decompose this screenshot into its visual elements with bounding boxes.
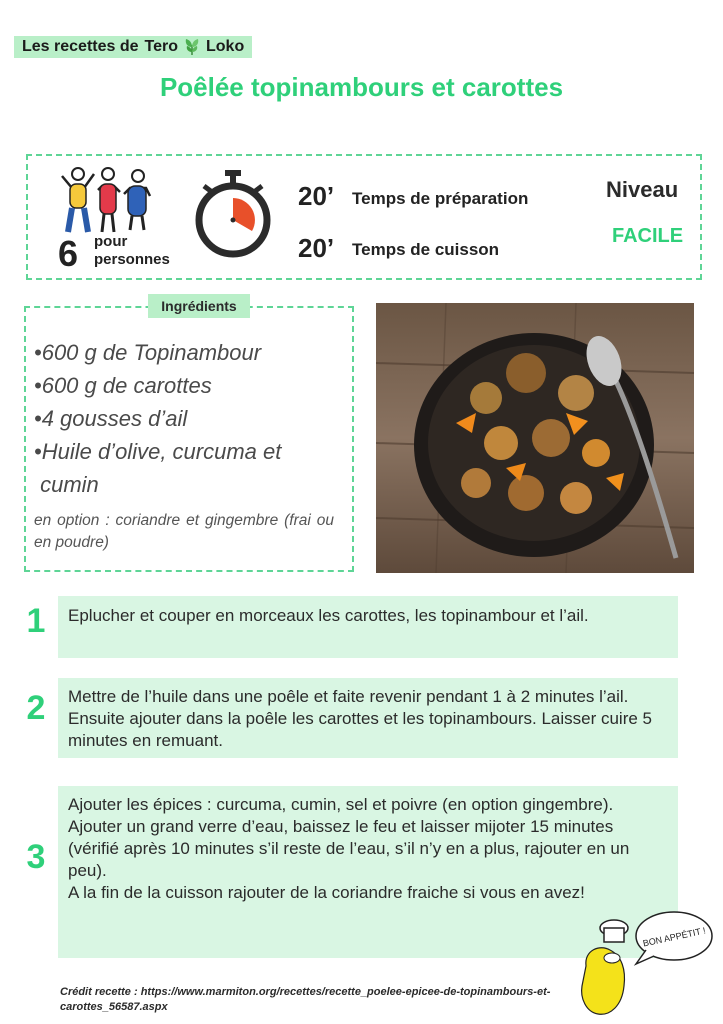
servings-label-line-1: pour bbox=[94, 233, 128, 250]
level-title: Niveau bbox=[606, 177, 679, 202]
cook-time: 20’ bbox=[298, 233, 335, 263]
prep-time: 20’ bbox=[298, 181, 335, 211]
ingredient-item: •600 g de carottes bbox=[34, 373, 212, 398]
cook-time-label: Temps de cuisson bbox=[352, 240, 500, 259]
step-number: 2 bbox=[26, 689, 46, 727]
chef-bon-appetit-icon bbox=[574, 906, 714, 1018]
ingredient-item: •Huile d’olive, curcuma et bbox=[34, 439, 282, 464]
ingredients-option: en option : coriandre et gingembre (frai ou en poudre) bbox=[34, 512, 334, 551]
leaf-logo-icon bbox=[184, 38, 200, 56]
servings-number: 6 bbox=[58, 233, 79, 274]
brand-name-2: Loko bbox=[206, 38, 245, 55]
servings-label-line-2: personnes bbox=[94, 251, 170, 268]
step-text: Mettre de l’huile dans une poêle et faite revenir pendant 1 à 2 minutes l’ail. Ensuite ajouter dans la poêle les carottes et les topinambours. Laisser cuire 5 minutes en remuant. bbox=[68, 687, 652, 750]
brand-name-1: Tero bbox=[144, 38, 178, 55]
ingredients-tag: Ingrédients bbox=[148, 294, 250, 318]
prep-time-label: Temps de préparation bbox=[352, 189, 529, 208]
level-value: FACILE bbox=[612, 225, 684, 247]
ingredient-item: cumin bbox=[34, 472, 99, 497]
step-text-line: Ajouter les épices : curcuma, cumin, sel et poivre (en option gingembre). bbox=[68, 795, 614, 814]
step-number: 3 bbox=[26, 838, 46, 876]
page-title: Poêlée topinambours et carottes bbox=[159, 72, 564, 102]
stopwatch-icon bbox=[192, 170, 274, 258]
step-box bbox=[58, 678, 678, 758]
dish-photo bbox=[376, 303, 694, 573]
people-icon bbox=[60, 164, 152, 236]
recipe-credit: Crédit recette : https://www.marmiton.org/recettes/recette_poelee-epicee-de-topinambours-et-carottes_56587.aspx bbox=[60, 986, 551, 1013]
brand-prefix: Les recettes de bbox=[22, 38, 139, 55]
step-text-line: A la fin de la cuisson rajouter de la coriandre fraiche si vous en avez! bbox=[68, 883, 585, 902]
step-box bbox=[58, 596, 678, 658]
step-number: 1 bbox=[26, 602, 46, 640]
ingredients-list bbox=[34, 336, 344, 501]
brand-bar bbox=[14, 36, 252, 58]
step-text-line: Ajouter un grand verre d’eau, baissez le feu et laisser mijoter 15 minutes (vérifié après 10 minutes s’il reste de l’eau, s’il n’y en a plus, rajouter en un peu). bbox=[68, 817, 630, 880]
step-text: Eplucher et couper en morceaux les carottes, les topinambour et l’ail. bbox=[68, 606, 589, 625]
servings-label bbox=[94, 233, 170, 269]
ingredient-item: •600 g de Topinambour bbox=[34, 340, 262, 365]
ingredient-item: •4 gousses d’ail bbox=[34, 406, 188, 431]
chef-bubble-text: BON APPÉTIT ! bbox=[641, 925, 707, 949]
